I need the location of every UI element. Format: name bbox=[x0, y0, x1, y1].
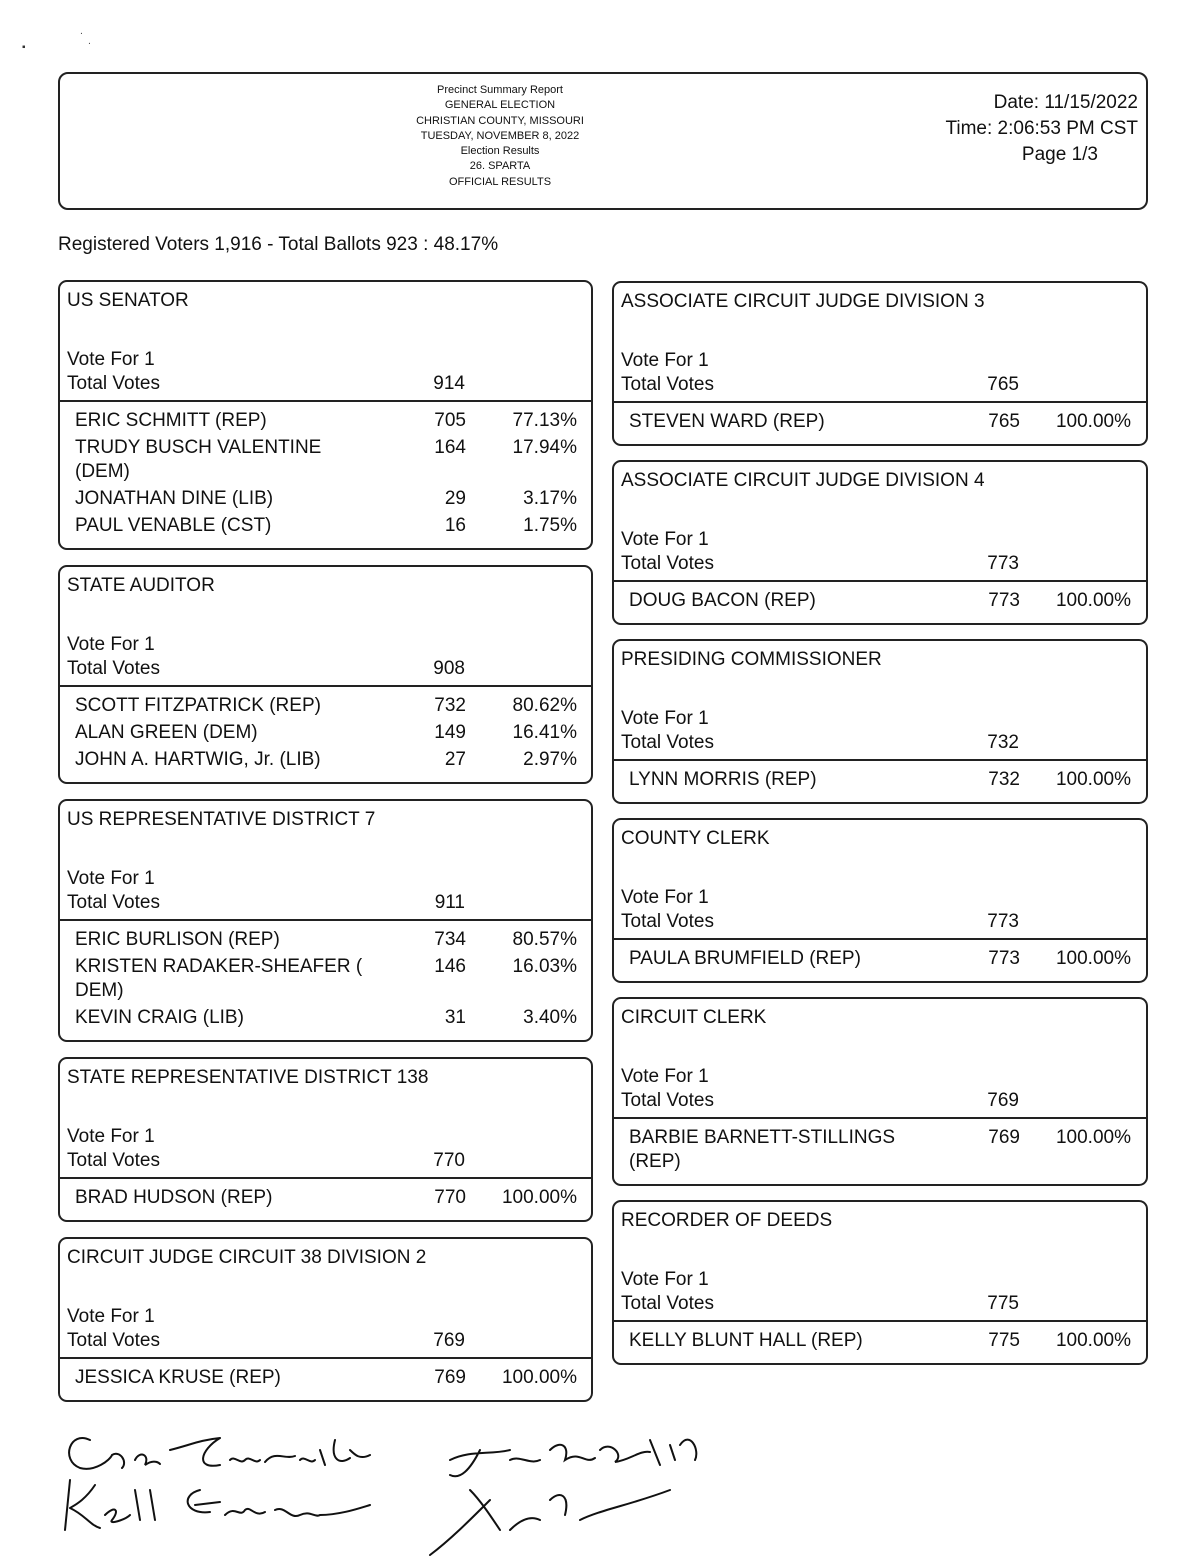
total-votes-label: Total Votes bbox=[67, 1150, 160, 1171]
total-votes-label: Total Votes bbox=[621, 1293, 714, 1314]
total-votes-value: 773 bbox=[987, 553, 1019, 574]
candidate-row bbox=[614, 946, 1146, 973]
candidate-list bbox=[614, 403, 1146, 436]
contest-box bbox=[612, 818, 1148, 983]
total-votes-value: 773 bbox=[987, 911, 1019, 932]
candidate-row bbox=[60, 435, 591, 486]
candidate-list bbox=[614, 940, 1146, 973]
candidate-row bbox=[60, 1005, 591, 1032]
total-votes-value: 908 bbox=[433, 658, 465, 679]
candidate-list bbox=[60, 1359, 591, 1392]
candidate-row bbox=[60, 513, 591, 540]
total-votes-row bbox=[60, 1149, 591, 1179]
candidate-list bbox=[614, 1322, 1146, 1355]
page-number: Page 1/3 bbox=[1021, 144, 1098, 165]
total-votes-value: 732 bbox=[987, 732, 1019, 753]
vote-for-label: Vote For 1 bbox=[621, 1269, 709, 1290]
total-votes-row bbox=[60, 372, 591, 402]
total-votes-row bbox=[60, 657, 591, 687]
total-votes-value: 765 bbox=[987, 374, 1019, 395]
candidate-percent: 1.75% bbox=[523, 515, 577, 536]
contest-title: RECORDER OF DEEDS bbox=[621, 1210, 833, 1231]
header-line: CHRISTIAN COUNTY, MISSOURI bbox=[416, 114, 584, 127]
candidate-row bbox=[60, 408, 591, 435]
candidate-row bbox=[614, 1328, 1146, 1355]
vote-for-label: Vote For 1 bbox=[67, 868, 155, 889]
header-line: TUESDAY, NOVEMBER 8, 2022 bbox=[420, 129, 580, 142]
candidate-votes: 770 bbox=[434, 1187, 466, 1208]
candidate-name: JONATHAN DINE (LIB) bbox=[75, 488, 274, 509]
candidate-votes: 29 bbox=[444, 488, 466, 509]
candidate-votes: 769 bbox=[434, 1367, 466, 1388]
total-votes-value: 775 bbox=[987, 1293, 1019, 1314]
vote-for-label: Vote For 1 bbox=[621, 350, 709, 371]
candidate-row bbox=[60, 693, 591, 720]
contest-title: ASSOCIATE CIRCUIT JUDGE DIVISION 4 bbox=[621, 470, 985, 491]
vote-for-label: Vote For 1 bbox=[67, 1306, 155, 1327]
candidate-row bbox=[60, 1185, 591, 1212]
candidate-list bbox=[60, 1179, 591, 1212]
candidate-name: KEVIN CRAIG (LIB) bbox=[75, 1007, 244, 1028]
header-line: Precinct Summary Report bbox=[437, 84, 563, 96]
scan-mark: ∙ bbox=[88, 38, 91, 49]
contest-box bbox=[58, 1237, 593, 1402]
candidate-percent: 100.00% bbox=[1055, 769, 1131, 790]
candidate-name: ALAN GREEN (DEM) bbox=[75, 722, 258, 743]
total-votes-label: Total Votes bbox=[67, 1330, 160, 1351]
candidate-votes: 149 bbox=[434, 722, 466, 743]
signatures bbox=[50, 1420, 750, 1560]
vote-for-label: Vote For 1 bbox=[621, 529, 709, 550]
total-votes-label: Total Votes bbox=[67, 373, 160, 394]
candidate-name: PAUL VENABLE (CST) bbox=[75, 515, 272, 536]
candidate-name: STEVEN WARD (REP) bbox=[629, 411, 825, 432]
candidate-list bbox=[60, 921, 591, 1032]
total-votes-row bbox=[614, 1089, 1146, 1119]
candidate-row bbox=[60, 720, 591, 747]
candidate-votes: 732 bbox=[434, 695, 466, 716]
contest-box bbox=[58, 280, 593, 550]
candidate-percent: 100.00% bbox=[1055, 411, 1131, 432]
candidate-votes: 16 bbox=[444, 515, 466, 536]
candidate-name: BARBIE BARNETT-STILLINGS (REP) bbox=[629, 1127, 896, 1172]
candidate-percent: 77.13% bbox=[512, 410, 577, 431]
candidate-votes: 734 bbox=[434, 929, 466, 950]
contest-box bbox=[612, 281, 1148, 446]
total-votes-row bbox=[614, 731, 1146, 761]
contest-title: PRESIDING COMMISSIONER bbox=[621, 649, 882, 670]
candidate-votes: 705 bbox=[434, 410, 466, 431]
candidate-row bbox=[614, 409, 1146, 436]
candidate-percent: 3.17% bbox=[523, 488, 577, 509]
total-votes-label: Total Votes bbox=[67, 658, 160, 679]
total-votes-row bbox=[60, 1329, 591, 1359]
candidate-percent: 100.00% bbox=[1055, 1330, 1131, 1351]
candidate-name: KELLY BLUNT HALL (REP) bbox=[629, 1330, 863, 1351]
candidate-percent: 80.62% bbox=[512, 695, 577, 716]
contest-box bbox=[58, 1057, 593, 1222]
candidate-percent: 16.41% bbox=[512, 722, 577, 743]
contest-title: ASSOCIATE CIRCUIT JUDGE DIVISION 3 bbox=[621, 291, 985, 312]
candidate-votes: 146 bbox=[434, 956, 466, 977]
candidate-percent: 100.00% bbox=[501, 1187, 577, 1208]
total-votes-row bbox=[614, 373, 1146, 403]
candidate-percent: 2.97% bbox=[523, 749, 577, 770]
contest-title: CIRCUIT CLERK bbox=[621, 1007, 767, 1028]
candidate-row bbox=[614, 767, 1146, 794]
candidate-percent: 17.94% bbox=[512, 437, 577, 458]
contest-title: STATE AUDITOR bbox=[67, 575, 215, 596]
vote-for-label: Vote For 1 bbox=[621, 1066, 709, 1087]
candidate-votes: 773 bbox=[988, 590, 1020, 611]
contest-box bbox=[612, 1200, 1148, 1365]
contest-title: US REPRESENTATIVE DISTRICT 7 bbox=[67, 809, 376, 830]
signature-initials bbox=[430, 1490, 670, 1555]
candidate-name: KRISTEN RADAKER-SHEAFER ( DEM) bbox=[75, 956, 363, 1001]
candidate-name: SCOTT FITZPATRICK (REP) bbox=[75, 695, 321, 716]
signature-kelly-ewin bbox=[65, 1480, 370, 1530]
header-line: Election Results bbox=[460, 145, 540, 158]
total-votes-value: 769 bbox=[987, 1090, 1019, 1111]
candidate-row bbox=[614, 588, 1146, 615]
candidate-name: LYNN MORRIS (REP) bbox=[629, 769, 817, 790]
candidate-votes: 765 bbox=[988, 411, 1020, 432]
vote-for-label: Vote For 1 bbox=[67, 349, 155, 370]
candidate-votes: 769 bbox=[988, 1127, 1020, 1148]
candidate-row bbox=[60, 486, 591, 513]
total-votes-value: 911 bbox=[434, 892, 465, 913]
total-votes-row bbox=[60, 891, 591, 921]
header-line: GENERAL ELECTION bbox=[444, 99, 556, 112]
candidate-votes: 31 bbox=[444, 1007, 466, 1028]
candidate-percent: 80.57% bbox=[512, 929, 577, 950]
scan-mark: ▪ bbox=[22, 42, 26, 53]
candidate-name: ERIC BURLISON (REP) bbox=[75, 929, 280, 950]
signature-carla-essick bbox=[69, 1438, 370, 1469]
right-contest-column bbox=[612, 281, 1148, 1379]
candidate-name: PAULA BRUMFIELD (REP) bbox=[629, 948, 861, 969]
left-contest-column bbox=[58, 280, 593, 1417]
candidate-percent: 100.00% bbox=[1055, 948, 1131, 969]
report-header-info bbox=[360, 83, 640, 190]
candidate-name: JESSICA KRUSE (REP) bbox=[75, 1367, 281, 1388]
candidate-row bbox=[60, 927, 591, 954]
candidate-name: JOHN A. HARTWIG, Jr. (LIB) bbox=[75, 749, 321, 770]
candidate-percent: 100.00% bbox=[501, 1367, 577, 1388]
candidate-percent: 100.00% bbox=[1055, 1127, 1131, 1148]
total-votes-label: Total Votes bbox=[621, 911, 714, 932]
report-timestamp bbox=[878, 90, 1138, 168]
contest-box bbox=[58, 799, 593, 1042]
candidate-percent: 3.40% bbox=[523, 1007, 577, 1028]
candidate-list bbox=[60, 402, 591, 540]
contest-title: US SENATOR bbox=[67, 290, 189, 311]
total-votes-label: Total Votes bbox=[621, 374, 714, 395]
contest-box bbox=[612, 460, 1148, 625]
total-votes-row bbox=[614, 910, 1146, 940]
contest-box bbox=[612, 997, 1148, 1186]
report-header bbox=[58, 72, 1148, 210]
candidate-votes: 773 bbox=[988, 948, 1020, 969]
header-line: OFFICIAL RESULTS bbox=[448, 175, 552, 188]
total-votes-value: 770 bbox=[433, 1150, 465, 1171]
candidate-list bbox=[60, 687, 591, 774]
contest-title: STATE REPRESENTATIVE DISTRICT 138 bbox=[67, 1067, 429, 1088]
vote-for-label: Vote For 1 bbox=[67, 1126, 155, 1147]
contest-box bbox=[58, 565, 593, 784]
contest-box bbox=[612, 639, 1148, 804]
contest-title: CIRCUIT JUDGE CIRCUIT 38 DIVISION 2 bbox=[67, 1247, 427, 1268]
header-line: 26. SPARTA bbox=[469, 160, 531, 173]
candidate-votes: 775 bbox=[988, 1330, 1020, 1351]
candidate-name: BRAD HUDSON (REP) bbox=[75, 1187, 273, 1208]
signature-jim-russell bbox=[450, 1440, 696, 1477]
total-votes-label: Total Votes bbox=[621, 732, 714, 753]
total-votes-value: 914 bbox=[433, 373, 465, 394]
candidate-votes: 732 bbox=[988, 769, 1020, 790]
vote-for-label: Vote For 1 bbox=[621, 887, 709, 908]
total-votes-value: 769 bbox=[433, 1330, 465, 1351]
candidate-name: DOUG BACON (REP) bbox=[629, 590, 816, 611]
total-votes-label: Total Votes bbox=[67, 892, 160, 913]
candidate-list bbox=[614, 582, 1146, 615]
candidate-list bbox=[614, 761, 1146, 794]
total-votes-label: Total Votes bbox=[621, 553, 714, 574]
candidate-name: TRUDY BUSCH VALENTINE (DEM) bbox=[75, 437, 322, 482]
registered-voters-summary: Registered Voters 1,916 - Total Ballots 923 : 48.17% bbox=[58, 234, 499, 255]
report-time: Time: 2:06:53 PM CST bbox=[945, 118, 1138, 139]
candidate-votes: 164 bbox=[434, 437, 466, 458]
candidate-row bbox=[60, 1365, 591, 1392]
total-votes-row bbox=[614, 1292, 1146, 1322]
candidate-row bbox=[614, 1125, 1146, 1176]
report-date: Date: 11/15/2022 bbox=[993, 92, 1138, 113]
scan-mark: ∙ bbox=[80, 28, 83, 39]
vote-for-label: Vote For 1 bbox=[621, 708, 709, 729]
candidate-percent: 100.00% bbox=[1055, 590, 1131, 611]
total-votes-row bbox=[614, 552, 1146, 582]
candidate-votes: 27 bbox=[444, 749, 466, 770]
candidate-name: ERIC SCHMITT (REP) bbox=[75, 410, 267, 431]
candidate-row bbox=[60, 954, 591, 1005]
contest-title: COUNTY CLERK bbox=[621, 828, 770, 849]
candidate-list bbox=[614, 1119, 1146, 1176]
candidate-row bbox=[60, 747, 591, 774]
total-votes-label: Total Votes bbox=[621, 1090, 714, 1111]
vote-for-label: Vote For 1 bbox=[67, 634, 155, 655]
candidate-percent: 16.03% bbox=[512, 956, 577, 977]
